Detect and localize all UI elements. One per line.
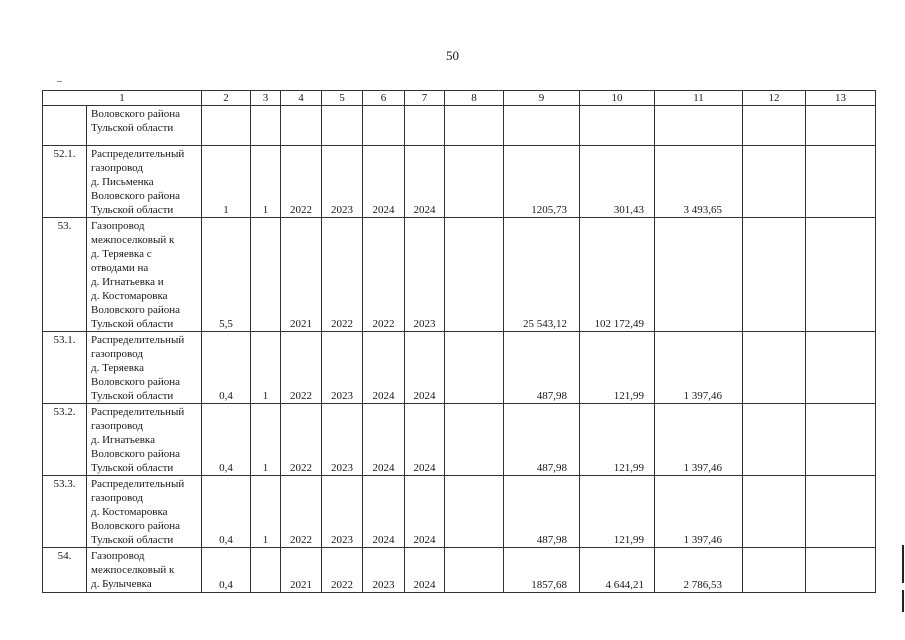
header-cell: 10 bbox=[580, 91, 655, 106]
row-number-cell: 53.2. bbox=[43, 404, 87, 476]
year-cell: 2024 bbox=[405, 332, 445, 404]
stage-cell bbox=[251, 106, 281, 146]
table-row bbox=[43, 404, 876, 476]
object-name-cell: Газопровод межпоселковый к д. Теряевка с отводами на д. Игнатьевка и д. Костомаровка Воловского района Тульской области bbox=[87, 218, 202, 332]
value-cell bbox=[445, 106, 504, 146]
year-cell: 2022 bbox=[322, 218, 363, 332]
table-row bbox=[43, 146, 876, 218]
value-cell bbox=[743, 146, 806, 218]
value-cell bbox=[806, 218, 876, 332]
year-cell bbox=[363, 106, 405, 146]
object-name-cell: Распределительный газопровод д. Игнатьевка Воловского района Тульской области bbox=[87, 404, 202, 476]
year-cell: 2024 bbox=[363, 404, 405, 476]
year-cell: 2024 bbox=[363, 332, 405, 404]
cost-cell: 487,98 bbox=[504, 332, 580, 404]
data-table bbox=[42, 90, 876, 593]
table-row bbox=[43, 218, 876, 332]
year-cell: 2021 bbox=[281, 218, 322, 332]
cost-cell: 487,98 bbox=[504, 404, 580, 476]
row-number-cell: 54. bbox=[43, 548, 87, 593]
value-cell bbox=[445, 218, 504, 332]
stage-cell: 1 bbox=[251, 476, 281, 548]
cost-cell: 4 644,21 bbox=[580, 548, 655, 593]
value-cell bbox=[445, 146, 504, 218]
year-cell: 2024 bbox=[405, 404, 445, 476]
header-cell: 8 bbox=[445, 91, 504, 106]
value-cell bbox=[743, 106, 806, 146]
cost-cell: 2 786,53 bbox=[655, 548, 743, 593]
length-cell: 0,4 bbox=[202, 404, 251, 476]
value-cell bbox=[445, 476, 504, 548]
row-number-cell: 53.3. bbox=[43, 476, 87, 548]
cost-cell: 121,99 bbox=[580, 332, 655, 404]
stage-cell bbox=[251, 548, 281, 593]
year-cell bbox=[405, 106, 445, 146]
header-cell: 7 bbox=[405, 91, 445, 106]
year-cell bbox=[281, 106, 322, 146]
year-cell: 2023 bbox=[322, 476, 363, 548]
year-cell: 2024 bbox=[363, 476, 405, 548]
table-row bbox=[43, 548, 876, 593]
value-cell bbox=[806, 548, 876, 593]
value-cell bbox=[743, 218, 806, 332]
year-cell: 2022 bbox=[322, 548, 363, 593]
cost-cell: 3 493,65 bbox=[655, 146, 743, 218]
year-cell: 2021 bbox=[281, 548, 322, 593]
cost-cell: 121,99 bbox=[580, 404, 655, 476]
header-row bbox=[43, 91, 876, 106]
row-number-cell: 52.1. bbox=[43, 146, 87, 218]
length-cell: 1 bbox=[202, 146, 251, 218]
value-cell bbox=[743, 548, 806, 593]
row-number-cell: 53. bbox=[43, 218, 87, 332]
stage-cell bbox=[251, 218, 281, 332]
header-cell: 4 bbox=[281, 91, 322, 106]
year-cell: 2024 bbox=[363, 146, 405, 218]
header-cell: 1 bbox=[43, 91, 202, 106]
cost-cell: 301,43 bbox=[580, 146, 655, 218]
header-cell: 12 bbox=[743, 91, 806, 106]
value-cell bbox=[743, 404, 806, 476]
cost-cell bbox=[504, 106, 580, 146]
object-name-cell: Газопровод межпоселковый к д. Булычевка bbox=[87, 548, 202, 593]
header-cell: 6 bbox=[363, 91, 405, 106]
year-cell: 2022 bbox=[281, 404, 322, 476]
object-name-cell: Распределительный газопровод д. Письменка Воловского района Тульской области bbox=[87, 146, 202, 218]
length-cell: 5,5 bbox=[202, 218, 251, 332]
header-cell: 2 bbox=[202, 91, 251, 106]
year-cell: 2022 bbox=[281, 476, 322, 548]
header-cell: 5 bbox=[322, 91, 363, 106]
value-cell bbox=[445, 332, 504, 404]
value-cell bbox=[743, 332, 806, 404]
value-cell bbox=[806, 332, 876, 404]
header-cell: 13 bbox=[806, 91, 876, 106]
value-cell bbox=[806, 404, 876, 476]
scan-edge-mark bbox=[902, 590, 904, 612]
year-cell bbox=[322, 106, 363, 146]
value-cell bbox=[806, 146, 876, 218]
scan-mark bbox=[57, 81, 62, 82]
length-cell: 0,4 bbox=[202, 332, 251, 404]
object-name-cell: Воловского района Тульской области bbox=[87, 106, 202, 146]
row-number-cell bbox=[43, 106, 87, 146]
cost-cell: 1205,73 bbox=[504, 146, 580, 218]
cost-cell bbox=[655, 106, 743, 146]
header-cell: 9 bbox=[504, 91, 580, 106]
cost-cell: 102 172,49 bbox=[580, 218, 655, 332]
scan-edge-mark bbox=[902, 545, 904, 583]
cost-cell: 1857,68 bbox=[504, 548, 580, 593]
cost-cell bbox=[580, 106, 655, 146]
table-row bbox=[43, 476, 876, 548]
stage-cell: 1 bbox=[251, 146, 281, 218]
cost-cell: 1 397,46 bbox=[655, 476, 743, 548]
year-cell: 2023 bbox=[363, 548, 405, 593]
length-cell: 0,4 bbox=[202, 476, 251, 548]
cost-cell: 1 397,46 bbox=[655, 404, 743, 476]
cost-cell bbox=[655, 218, 743, 332]
value-cell bbox=[806, 106, 876, 146]
year-cell: 2023 bbox=[322, 404, 363, 476]
table-row bbox=[43, 332, 876, 404]
length-cell: 0,4 bbox=[202, 548, 251, 593]
object-name-cell: Распределительный газопровод д. Костомаровка Воловского района Тульской области bbox=[87, 476, 202, 548]
year-cell: 2022 bbox=[363, 218, 405, 332]
year-cell: 2024 bbox=[405, 476, 445, 548]
table-row bbox=[43, 106, 876, 146]
cost-cell: 121,99 bbox=[580, 476, 655, 548]
value-cell bbox=[806, 476, 876, 548]
value-cell bbox=[445, 404, 504, 476]
year-cell: 2022 bbox=[281, 332, 322, 404]
stage-cell: 1 bbox=[251, 404, 281, 476]
value-cell bbox=[743, 476, 806, 548]
year-cell: 2024 bbox=[405, 146, 445, 218]
stage-cell: 1 bbox=[251, 332, 281, 404]
header-cell: 11 bbox=[655, 91, 743, 106]
year-cell: 2022 bbox=[281, 146, 322, 218]
cost-cell: 487,98 bbox=[504, 476, 580, 548]
page-number: 50 bbox=[446, 48, 459, 63]
length-cell bbox=[202, 106, 251, 146]
row-number-cell: 53.1. bbox=[43, 332, 87, 404]
cost-cell: 25 543,12 bbox=[504, 218, 580, 332]
year-cell: 2023 bbox=[322, 146, 363, 218]
year-cell: 2023 bbox=[405, 218, 445, 332]
year-cell: 2023 bbox=[322, 332, 363, 404]
value-cell bbox=[445, 548, 504, 593]
header-cell: 3 bbox=[251, 91, 281, 106]
year-cell: 2024 bbox=[405, 548, 445, 593]
cost-cell: 1 397,46 bbox=[655, 332, 743, 404]
object-name-cell: Распределительный газопровод д. Теряевка Воловского района Тульской области bbox=[87, 332, 202, 404]
